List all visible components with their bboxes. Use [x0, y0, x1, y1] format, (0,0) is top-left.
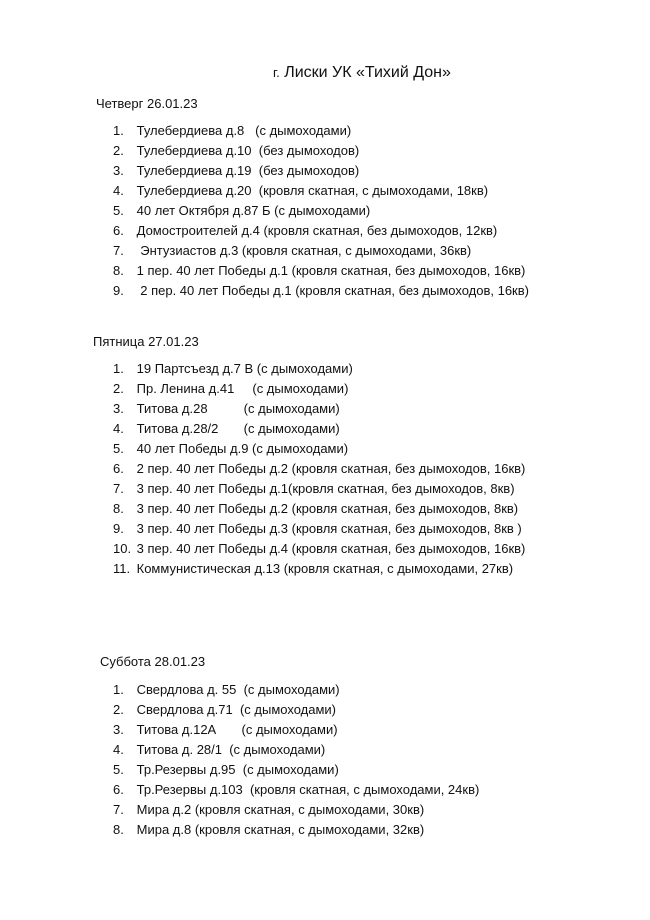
list-item	[113, 201, 529, 221]
item-text: 2 пер. 40 лет Победы д.2 (кровля скатная, без дымоходов, 16кв)	[136, 461, 526, 476]
item-text: Свердлова д. 55 (с дымоходами)	[136, 682, 340, 697]
list-item	[113, 720, 479, 740]
item-text: Тулебердиева д.10 (без дымоходов)	[136, 143, 360, 158]
item-number: 10.	[113, 541, 132, 556]
list-item	[113, 181, 529, 201]
item-text: Титова д.28/2 (с дымоходами)	[136, 421, 340, 436]
item-number: 3.	[113, 401, 124, 416]
item-number: 5.	[113, 762, 124, 777]
item-text: Тулебердиева д.8 (с дымоходами)	[136, 123, 352, 138]
list-item	[113, 700, 479, 720]
item-text: Мира д.2 (кровля скатная, с дымоходами, 30кв)	[136, 802, 425, 817]
item-number: 1.	[113, 361, 124, 376]
list-item	[113, 820, 479, 840]
list-item	[113, 121, 529, 141]
list-item	[113, 740, 479, 760]
item-text: Тр.Резервы д.95 (с дымоходами)	[136, 762, 339, 777]
item-number: 3.	[113, 722, 124, 737]
item-text: 40 лет Октября д.87 Б (с дымоходами)	[136, 203, 371, 218]
item-number: 11.	[113, 561, 131, 576]
item-number: 7.	[113, 802, 124, 817]
item-number: 3.	[113, 163, 124, 178]
day-heading-thursday: Четверг 26.01.23	[96, 96, 198, 111]
item-text: Титова д. 28/1 (с дымоходами)	[136, 742, 326, 757]
item-text: Мира д.8 (кровля скатная, с дымоходами, 32кв)	[136, 822, 425, 837]
item-text: Свердлова д.71 (с дымоходами)	[136, 702, 336, 717]
list-item	[113, 459, 525, 479]
item-number: 8.	[113, 822, 124, 837]
item-number: 9.	[113, 283, 124, 298]
item-text: Тулебердиева д.19 (без дымоходов)	[136, 163, 360, 178]
item-text: Энтузиастов д.3 (кровля скатная, с дымоходами, 36кв)	[136, 243, 472, 258]
entry-list-friday	[113, 359, 525, 579]
item-text: Домостроителей д.4 (кровля скатная, без дымоходов, 12кв)	[136, 223, 498, 238]
item-number: 5.	[113, 441, 124, 456]
item-text: Тулебердиева д.20 (кровля скатная, с дымоходами, 18кв)	[136, 183, 489, 198]
item-number: 8.	[113, 263, 124, 278]
item-number: 6.	[113, 461, 124, 476]
entry-list-thursday	[113, 121, 529, 301]
item-text: 3 пер. 40 лет Победы д.1(кровля скатная, без дымоходов, 8кв)	[136, 481, 515, 496]
list-item	[113, 519, 525, 539]
item-number: 7.	[113, 481, 124, 496]
list-item	[113, 539, 525, 559]
list-item	[113, 281, 529, 301]
list-item	[113, 141, 529, 161]
item-text: 19 Партсъезд д.7 В (с дымоходами)	[136, 361, 353, 376]
item-number: 6.	[113, 782, 124, 797]
item-number: 8.	[113, 501, 124, 516]
item-text: Коммунистическая д.13 (кровля скатная, с дымоходами, 27кв)	[136, 561, 514, 576]
item-number: 4.	[113, 421, 124, 436]
item-number: 5.	[113, 203, 124, 218]
item-number: 4.	[113, 742, 124, 757]
item-number: 4.	[113, 183, 124, 198]
list-item	[113, 800, 479, 820]
list-item	[113, 780, 479, 800]
list-item	[113, 379, 525, 399]
entry-list-saturday	[113, 680, 479, 840]
day-heading-friday: Пятница 27.01.23	[93, 334, 199, 349]
list-item	[113, 419, 525, 439]
item-text: 1 пер. 40 лет Победы д.1 (кровля скатная, без дымоходов, 16кв)	[136, 263, 526, 278]
item-text: Титова д.28 (с дымоходами)	[136, 401, 340, 416]
list-item	[113, 479, 525, 499]
document-title	[273, 64, 451, 82]
item-text: 40 лет Победы д.9 (с дымоходами)	[136, 441, 349, 456]
item-text: Титова д.12А (с дымоходами)	[136, 722, 338, 737]
list-item	[113, 680, 479, 700]
day-heading-saturday: Суббота 28.01.23	[100, 654, 206, 669]
list-item	[113, 760, 479, 780]
item-text: 3 пер. 40 лет Победы д.2 (кровля скатная, без дымоходов, 8кв)	[136, 501, 519, 516]
item-text: 3 пер. 40 лет Победы д.3 (кровля скатная, без дымоходов, 8кв )	[136, 521, 522, 536]
list-item	[113, 499, 525, 519]
item-number: 2.	[113, 702, 124, 717]
item-number: 7.	[113, 243, 124, 258]
title-main: Лиски УК «Тихий Дон»	[284, 64, 451, 81]
list-item	[113, 559, 525, 579]
item-number: 2.	[113, 381, 124, 396]
item-text: 3 пер. 40 лет Победы д.4 (кровля скатная, без дымоходов, 16кв)	[136, 541, 526, 556]
list-item	[113, 359, 525, 379]
item-number: 9.	[113, 521, 124, 536]
list-item	[113, 261, 529, 281]
item-number: 2.	[113, 143, 124, 158]
list-item	[113, 241, 529, 261]
list-item	[113, 439, 525, 459]
item-number: 1.	[113, 682, 124, 697]
item-text: 2 пер. 40 лет Победы д.1 (кровля скатная, без дымоходов, 16кв)	[136, 283, 529, 298]
list-item	[113, 161, 529, 181]
list-item	[113, 399, 525, 419]
item-text: Пр. Ленина д.41 (с дымоходами)	[136, 381, 349, 396]
item-number: 6.	[113, 223, 124, 238]
list-item	[113, 221, 529, 241]
item-number: 1.	[113, 123, 124, 138]
item-text: Тр.Резервы д.103 (кровля скатная, с дымоходами, 24кв)	[136, 782, 480, 797]
title-city-prefix: г.	[273, 65, 280, 80]
